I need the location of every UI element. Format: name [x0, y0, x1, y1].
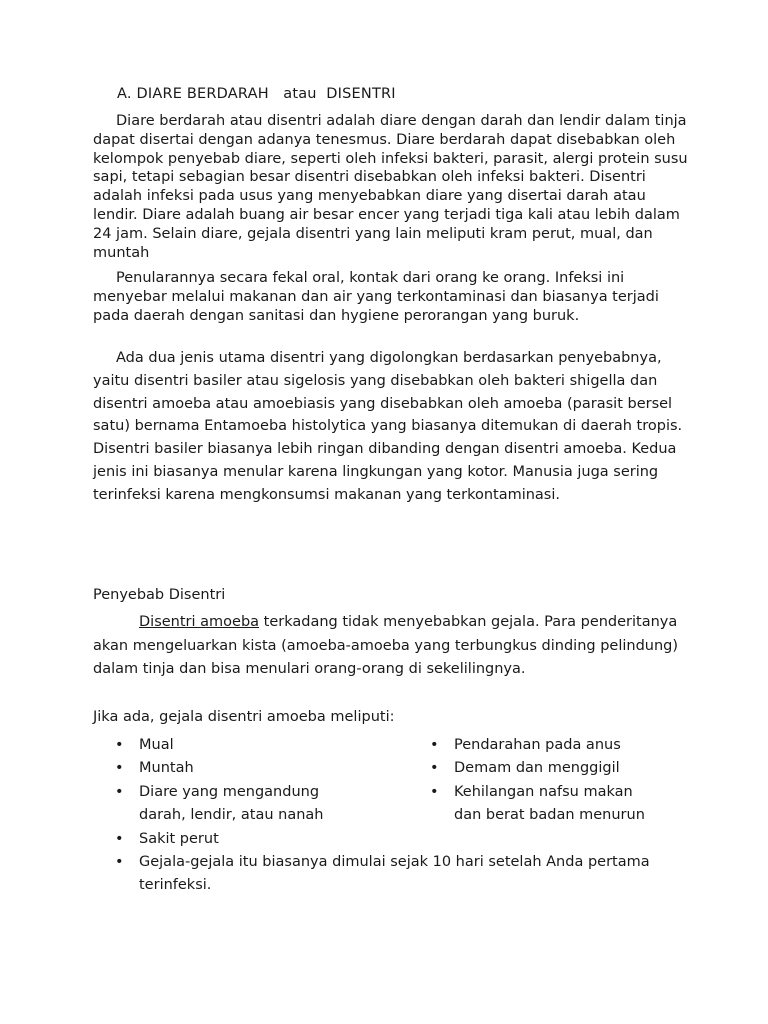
list-item [115, 828, 675, 851]
list-item-text-continued: dan berat badan menurun [454, 807, 645, 824]
list-item-text-continued: terinfeksi. [139, 877, 212, 894]
section-title-causes: Penyebab Disentri [93, 587, 226, 603]
list-item-text: Demam dan menggigil [454, 760, 620, 777]
list-item-text: Muntah [139, 760, 194, 777]
list-item-text: Mual [139, 737, 174, 753]
list-item-text: Diare yang mengandung [139, 783, 320, 800]
list-item-text: Kehilangan nafsu makan [454, 783, 633, 800]
bullet-icon: • [430, 783, 439, 800]
bullet-icon: • [115, 737, 124, 753]
list-item [430, 734, 670, 757]
paragraph-transmission: Penularannya secara fekal oral, kontak dari orang ke orang. Infeksi ini menyebar melalui makanan dan air yang terkontaminasi dan biasanya terjadi pada daerah dengan sanitasi dan hygiene perorangan yang buruk. [93, 270, 659, 324]
list-item-text-continued: darah, lendir, atau nanah [139, 807, 324, 824]
bullet-icon: • [115, 854, 124, 871]
bullet-icon: • [115, 783, 124, 800]
list-item [430, 757, 670, 780]
paragraph-types: Ada dua jenis utama disentri yang digolongkan berdasarkan penyebabnya, yaitu disentri basiler atau sigelosis yang disebabkan oleh bakteri shigella dan disentri amoeba atau amoebiasis yang disebabkan oleh amoeba (parasit bersel satu) bernama Entamoeba histolytica yang biasanya ditemukan di daerah tropis. Disentri basiler biasanya lebih ringan dibanding dengan disentri amoeba. Kedua jenis ini biasanya menular karena lingkungan yang kotor. Manusia juga sering terinfeksi karena mengkonsumsi makanan yang terkontaminasi. [93, 350, 683, 503]
paragraph-definition: Diare berdarah atau disentri adalah diare dengan darah dan lendir dalam tinja dapat disertai dengan adanya tenesmus. Diare berdarah dapat disebabkan oleh kelompok penyebab diare, seperti oleh infeksi bakteri, parasit, alergi protein susu sapi, tetapi sebagian besar disentri disebabkan oleh infeksi bakteri. Disentri adalah infeksi pada usus yang menyebabkan diare yang disertai darah atau lendir. Diare adalah buang air besar encer yang terjadi tiga kali atau lebih dalam 24 jam. Selain diare, gejala disentri yang lain meliputi kram perut, mual, dan muntah [93, 113, 688, 261]
section-heading: A. DIARE BERDARAH atau DISENTRI [117, 86, 396, 102]
bullet-icon: • [430, 760, 439, 777]
list-item-text: Pendarahan pada anus [454, 737, 621, 753]
list-item [430, 781, 670, 828]
list-item [115, 851, 675, 898]
symptom-intro: Jika ada, gejala disentri amoeba meliputi: [93, 709, 395, 725]
bullet-icon: • [115, 830, 124, 847]
paragraph-amoeba [93, 611, 693, 682]
amoeba-text: terkadang tidak menyebabkan gejala. Para penderitanya akan mengeluarkan kista (amoeba-amoeba yang terbungkus dinding pelindung) dalam tinja dan bisa menulari orang-orang di sekelilingnya. [93, 614, 679, 677]
list-item-text: Sakit perut [139, 830, 219, 847]
bullet-icon: • [115, 760, 124, 777]
amoeba-link[interactable]: Disentri amoeba [139, 614, 260, 630]
symptom-list-right [430, 734, 670, 828]
bullet-icon: • [430, 737, 439, 753]
list-item-text: Gejala-gejala itu biasanya dimulai sejak 10 hari setelah Anda pertama [139, 854, 650, 871]
